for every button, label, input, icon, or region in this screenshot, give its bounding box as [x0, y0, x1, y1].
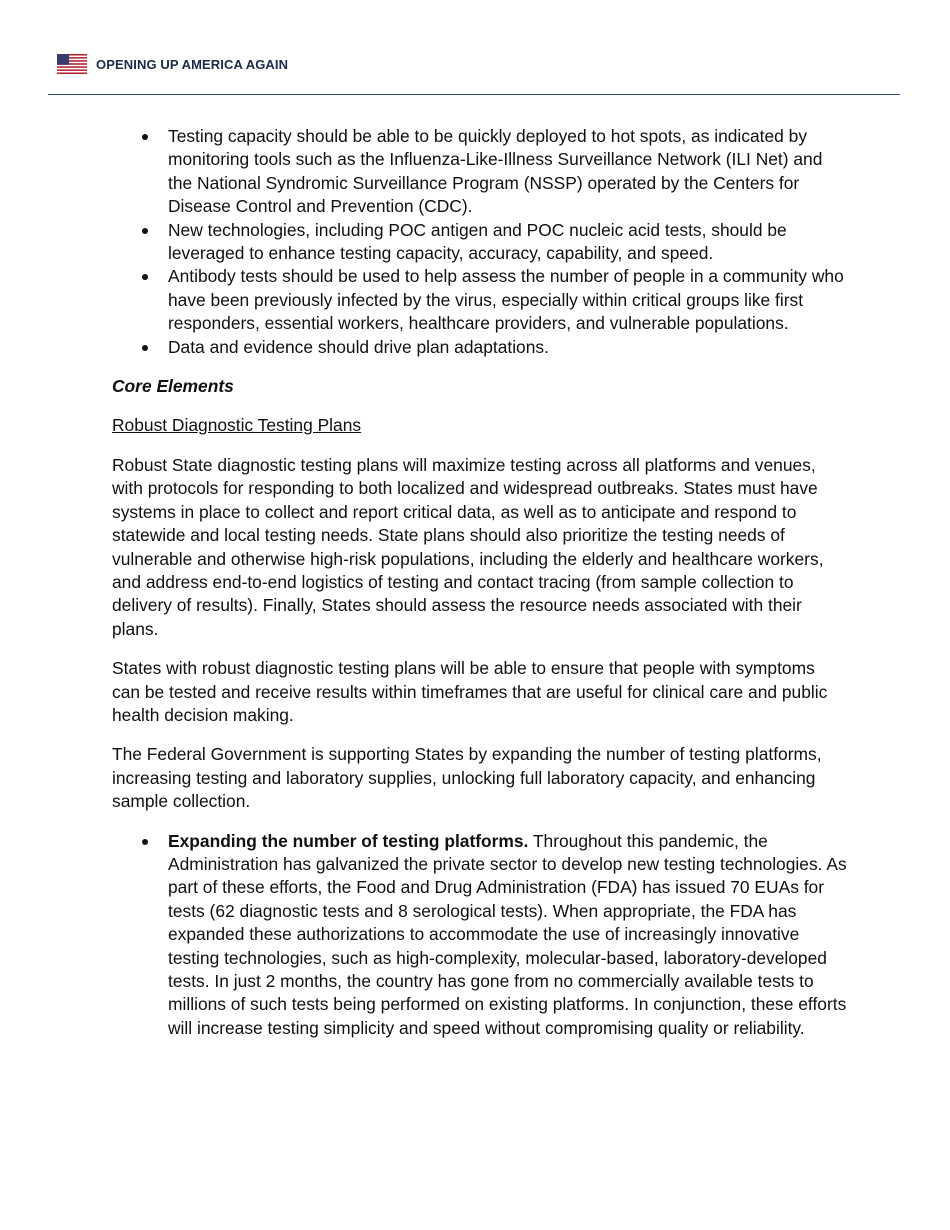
- support-bullet-list: [112, 830, 847, 1041]
- paragraph: Robust State diagnostic testing plans will maximize testing across all platforms and venues, with protocols for responding to both localized and widespread outbreaks. States must have systems in place to collect and report critical data, as well as to anticipate and respond to statewide and local testing needs. State plans should also prioritize the testing needs of vulnerable and otherwise high-risk populations, including the elderly and healthcare workers, and address end-to-end logistics of testing and contact tracing (from sample collection to delivery of results). Finally, States should assess the resource needs associated with their plans.: [112, 454, 824, 639]
- header-divider: [48, 94, 900, 95]
- us-flag-icon: [57, 54, 87, 74]
- page-header: [57, 54, 288, 74]
- header-title: OPENING UP AMERICA AGAIN: [96, 56, 289, 72]
- bullet-lead: Expanding the number of testing platforms.: [168, 830, 529, 851]
- list-item: [112, 830, 847, 1041]
- paragraph: States with robust diagnostic testing plans will be able to ensure that people with symptoms can be tested and receive results within timeframes that are useful for clinical care and public health decision making.: [112, 658, 828, 725]
- list-item: Testing capacity should be able to be quickly deployed to hot spots, as indicated by monitoring tools such as the Influenza-Like-Illness Surveillance Network (ILI Net) and the National Syndromic Surveillance Program (NSSP) operated by the Centers for Disease Control and Prevention (CDC).: [112, 125, 847, 219]
- top-bullet-list: [112, 125, 847, 359]
- list-item: New technologies, including POC antigen and POC nucleic acid tests, should be leveraged to enhance testing capacity, accuracy, capability, and speed.: [112, 219, 847, 266]
- document-body: [112, 125, 847, 1040]
- list-item: Antibody tests should be used to help assess the number of people in a community who have been previously infected by the virus, especially within critical groups like first responders, essential workers, healthcare providers, and vulnerable populations.: [112, 265, 847, 335]
- list-item: Data and evidence should drive plan adaptations.: [112, 336, 847, 359]
- bullet-text: Throughout this pandemic, the Administration has galvanized the private sector to develop new testing technologies. As part of these efforts, the Food and Drug Administration (FDA) has issued 70 EUAs for tests (62 diagnostic tests and 8 serological tests). When appropriate, the FDA has expanded these authorizations to accommodate the use of increasingly innovative testing technologies, such as high-complexity, molecular-based, laboratory-developed tests. In just 2 months, the country has gone from no commercially available tests to millions of such tests being performed on existing platforms. In conjunction, these efforts will increase testing simplicity and speed without compromising quality or reliability.: [168, 830, 847, 1038]
- paragraph: The Federal Government is supporting States by expanding the number of testing platforms, increasing testing and laboratory supplies, unlocking full laboratory capacity, and enhancing sample collection.: [112, 744, 822, 812]
- section-title: Core Elements: [112, 376, 234, 397]
- section-subtitle: Robust Diagnostic Testing Plans: [112, 415, 362, 436]
